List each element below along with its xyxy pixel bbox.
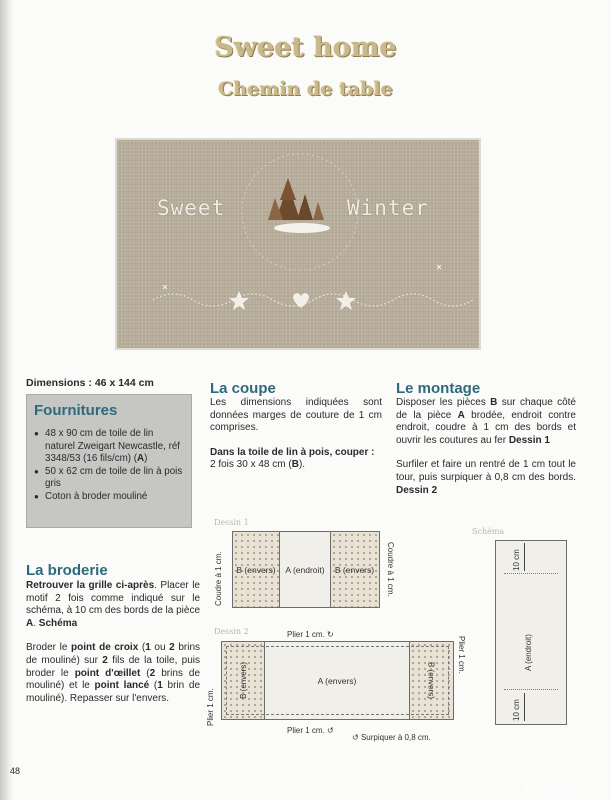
schema-top-distance: 10 cm xyxy=(512,549,521,571)
broderie-text-segment: 1 xyxy=(145,642,151,654)
coupe-title: La coupe xyxy=(210,380,276,397)
dessin2-piece-a: A (envers) xyxy=(264,642,410,719)
fournitures-box xyxy=(26,394,192,528)
broderie-text-segment: 2 xyxy=(149,667,156,679)
dessin2-plier-right: Plier 1 cm. xyxy=(457,636,466,674)
dessin2-label: Dessin 2 xyxy=(214,627,249,636)
embroidery-motif xyxy=(117,140,481,350)
schema-motif-bottom xyxy=(504,689,558,691)
dessin1-diagram xyxy=(232,531,380,608)
dessin2-diagram xyxy=(221,641,454,720)
page-number: 48 xyxy=(10,766,21,776)
montage-paragraph-1: Disposer les pièces B sur chaque côté de la pièce A brodée, endroit contre endroit, coudre à 1 cm des bords et ouvrir les coutures au fer Dessin 1 xyxy=(396,397,576,446)
broderie-title: La broderie xyxy=(26,562,108,579)
broderie-text-segment: 1 xyxy=(157,680,163,692)
stitched-word-left: Sweet xyxy=(157,196,226,220)
dessin1-piece-b-right: B (envers) xyxy=(331,532,378,607)
broderie-paragraph-1: Retrouver la grille ci-après. Placer le motif 2 fois comme indiqué sur le schéma, à 10 cm des bords de la pièce A. Schéma xyxy=(26,580,200,629)
schema-diagram xyxy=(495,540,567,725)
broderie-text-segment: ou xyxy=(150,642,170,654)
coupe-paragraph-2: Dans la toile de lin à pois, couper : 2 fois 30 x 48 cm (B). xyxy=(210,446,375,471)
table-runner-photo xyxy=(115,138,481,350)
broderie-text-segment: brins de mouliné) et le xyxy=(26,667,201,692)
dessin1-seam-left: Coudre à 1 cm. xyxy=(214,551,223,606)
coupe-paragraph-1: Les dimensions indiquées sont données marges de couture de 1 cm comprises. xyxy=(210,397,382,434)
dessin1-piece-a: A (endroit) xyxy=(279,532,331,607)
montage-section xyxy=(396,380,576,509)
broderie-text-segment: ( xyxy=(140,667,150,679)
dessin1-piece-b-left: B (envers) xyxy=(233,532,279,607)
page-title: Sweet home xyxy=(214,32,397,63)
broderie-paragraph-2 xyxy=(26,642,200,705)
broderie-text-segment: ( xyxy=(149,680,158,692)
broderie-text-segment: point d'œillet xyxy=(74,667,141,679)
schema-center-label: A (endroit) xyxy=(524,634,533,671)
schema-bottom-distance: 10 cm xyxy=(512,699,521,721)
dimensions-text: Dimensions : 46 x 144 cm xyxy=(26,377,154,389)
broderie-text-segment: point lancé xyxy=(94,680,150,692)
page-binding-shadow xyxy=(0,0,14,800)
page-subtitle: Chemin de table xyxy=(218,78,393,100)
schema-label: Schéma xyxy=(472,527,505,536)
broderie-text-segment: ( xyxy=(138,642,146,654)
broderie-text-segment: brins de mouliné) sur xyxy=(26,642,201,666)
dessin2-piece-b-left: B (envers) xyxy=(222,642,264,719)
broderie-text-segment: 2 xyxy=(102,654,108,666)
fournitures-list xyxy=(34,428,185,504)
dessin2-plier-top: Plier 1 cm. ↻ xyxy=(287,630,334,639)
dessin2-plier-bottom: Plier 1 cm. ↺ xyxy=(287,726,334,735)
schema-motif-top xyxy=(504,573,558,575)
dessin2-topstitch-line xyxy=(226,646,449,715)
coupe-section xyxy=(210,380,382,484)
schema-bottom-arrow xyxy=(524,693,525,721)
montage-paragraph-2: Surfiler et faire un rentré de 1 cm tout le tour, puis surpiquer à 0,8 cm des bords. Dessin 2 xyxy=(396,459,576,496)
fournitures-title: Fournitures xyxy=(34,402,118,419)
broderie-section xyxy=(26,562,200,717)
fournitures-item: ● 50 x 62 cm de toile de lin à pois gris xyxy=(34,466,185,491)
broderie-text-segment: 2 xyxy=(169,642,175,654)
broderie-text-segment: Broder le xyxy=(26,642,72,654)
dessin2-surpiquer: ↺ Surpiquer à 0,8 cm. xyxy=(352,733,431,742)
broderie-text-segment: fils de la toile, puis broder le xyxy=(26,654,200,679)
fournitures-item: ● Coton à broder mouliné xyxy=(34,491,185,504)
stitched-word-right: Winter xyxy=(347,196,429,220)
dessin2-plier-left: Plier 1 cm. xyxy=(206,688,215,726)
fournitures-item: ● 48 x 90 cm de toile de lin naturel Zweigart Newcastle, réf 3348/53 (16 fils/cm) (A) xyxy=(34,428,185,466)
dessin1-label: Dessin 1 xyxy=(214,518,249,527)
dessin2-piece-b-right: B (envers) xyxy=(410,642,452,719)
schema-top-arrow xyxy=(524,543,525,571)
broderie-text-segment: point de croix xyxy=(71,642,139,654)
broderie-text-segment: brin de mouliné). Repasser sur l'envers. xyxy=(26,680,201,704)
montage-title: Le montage xyxy=(396,380,481,397)
dessin1-seam-right: Coudre à 1 cm. xyxy=(386,542,395,597)
watermark: PassionForum.ru xyxy=(524,783,605,794)
